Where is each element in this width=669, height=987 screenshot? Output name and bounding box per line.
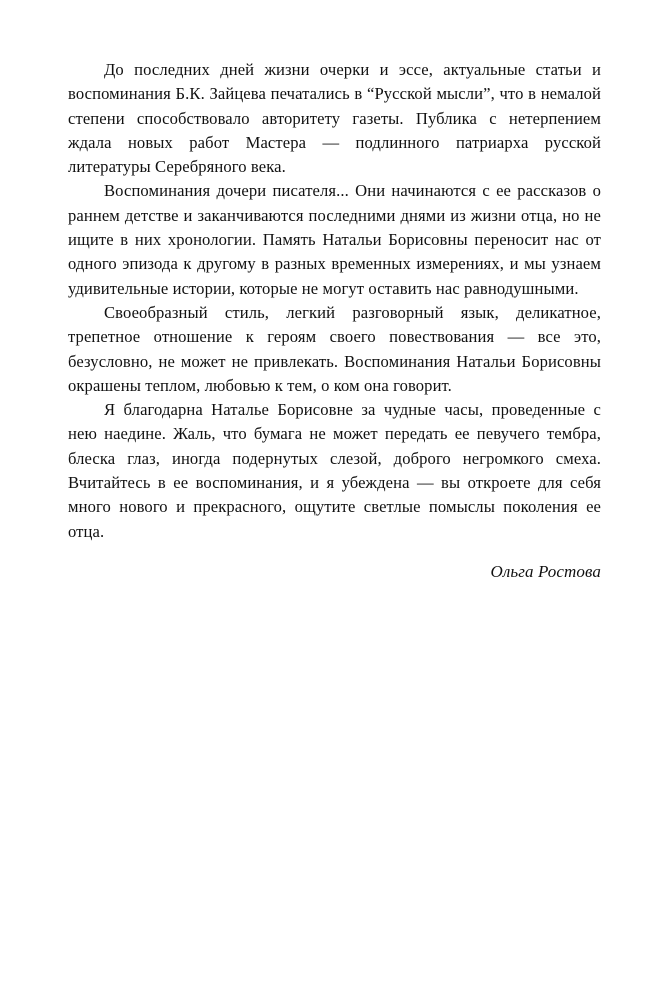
paragraph-2: Воспоминания дочери писателя... Они начинаются с ее рассказов о раннем детстве и заканчиваются последними днями из жизни отца, но не ищите в них хронологии. Память Натальи Борисовны переносит нас от одного эпизода к другому в разных временных измерениях, и мы узнаем удивительные истории, которые не могут оставить нас равнодушными. [68, 181, 601, 298]
page-text-block [68, 58, 601, 584]
paragraph-4: Я благодарна Наталье Борисовне за чудные часы, проведенные с нею наедине. Жаль, что бумага не может передать ее певучего тембра, блеска глаз, иногда подернутых слезой, доброго негромкого смеха. Вчитайтесь в ее воспоминания, и я убеждена — вы откроете для себя много нового и прекрасного, ощутите светлые помыслы поколения ее отца. [68, 400, 601, 541]
author-signature: Ольга Ростова [490, 561, 601, 581]
paragraph-1: До последних дней жизни очерки и эссе, актуальные статьи и воспоминания Б.К. Зайцева печатались в “Русской мысли”, что в немалой степени способствовало авторитету газеты. Публика с нетерпением ждала новых работ Мастера — подлинного патриарха русской литературы Серебряного века. [68, 60, 601, 177]
paragraph-3: Своеобразный стиль, легкий разговорный язык, деликатное, трепетное отношение к героям своего повествования — все это, безусловно, не может не привлекать. Воспоминания Натальи Борисовны окрашены теплом, любовью к тем, о ком она говорит. [68, 302, 601, 395]
